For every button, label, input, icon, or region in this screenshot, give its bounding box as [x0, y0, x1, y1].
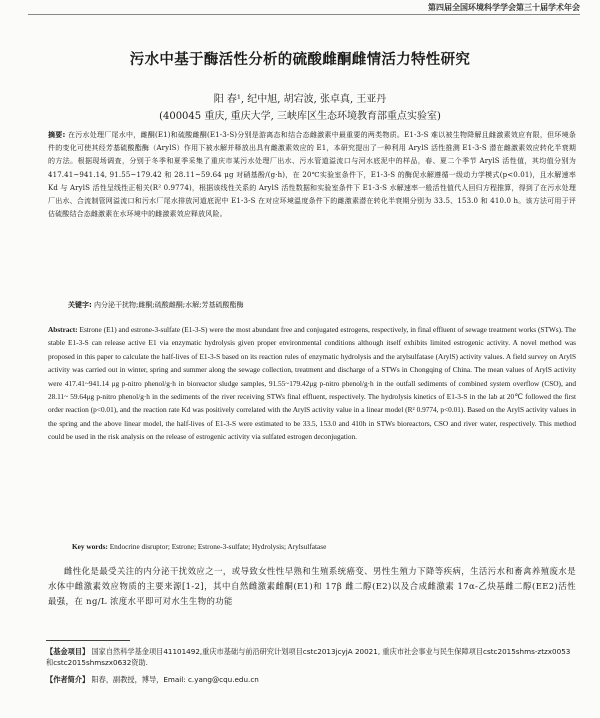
affiliation: (400045 重庆, 重庆大学, 三峡库区生态环境教育部重点实验室): [159, 111, 441, 122]
chinese-abstract-text: 在污水处理厂尾水中，雌酮(E1)和硫酸雌酮(E1-3-S)分别是游离态和结合态雌激素中最重要的两类物质。E1-3-S 难以被生物降解且雌激素效应有限，但环境条件的变化可使其经芳基硫酸酯酶（ArylS）作用下被水解并释放出具有雌激素效应的 E1，本研究提出了一种利用 ArylS 活性推测 E1-3-S 潜在雌激素效应转化半衰期的方法。根据现场调查，分别于冬季和夏季采集了重庆市某污水处理厂出水、污水管道溢流口与河水底泥中的样品，春、夏二个季节 ArylS 活性值，其均值分别为 417.41~941.14, 91.55~179.42 和 28.11~59.64 μg 对硝基酚/(g·h)，在 20℃实验室条件下，E1-3-S 的酶促水解遵循一级动力学模式(p<0.01)，且水解速率 Kd 与 ArylS 活性呈线性正相关(R² 0.9774)，根据该线性关系的 ArylS 活性数据和实验室条件下 E1-3-S 水解速率一般活性值代人回归方程推算，得到了在污水处理厂出水、合流制管网溢流口和污水厂尾水排放河道底泥中 E1-3-S 在对应环境温度条件下的雌激素潜在转化半衰期分别为 33.5、153.0 和 410.0 h。该方法可用于评估硫酸结合态雌激素在水环境中的雌激素效应释放风险。: [48, 131, 576, 219]
funding-footnote: [46, 646, 576, 668]
funding-label: 【基金项目】: [46, 647, 90, 656]
body-paragraph: 雌性化是最受关注的内分泌干扰效应之一，或导致女性性早熟和生殖系统癌变、男性生殖力下降等疾病，生活污水和畜禽养殖废水是水体中雌激素效应物质的主要来源[1-2]，其中自然雌激素雌酮(E1)和 17β 雌二醇(E2)以及合成雌激素 17α-乙炔基雌二醇(EE2)活性最强，在 ng/L 浓度水平即可对水生生物的功能: [48, 566, 576, 606]
chinese-keywords: [68, 300, 243, 310]
chinese-keywords-label: 关键字:: [68, 301, 92, 309]
running-head: 第四届全国环境科学学会第三十届学术年会: [428, 3, 580, 12]
english-keywords: [72, 542, 326, 551]
author-footnote: [46, 674, 576, 685]
chinese-keywords-text: 内分泌干扰物;雌酮;硫酸雌酮;水解;芳基硫酸酯酶: [94, 301, 244, 309]
author-list: 阳 春¹, 纪中旭, 胡宕波, 张卓真, 王亚丹: [213, 94, 387, 105]
english-abstract-label: Abstract:: [48, 325, 78, 334]
english-keywords-label: Key words:: [72, 542, 108, 551]
chinese-abstract-label: 摘要:: [48, 131, 66, 139]
funding-text: 国家自然科学基金项目41101492,重庆市基础与前沿研究计划项目cstc2013jcyjA 20021, 重庆市社会事业与民生保障项目cstc2015shms-ztzx0053和cstc2015shmszx0632资助.: [46, 647, 571, 667]
paper-title: 污水中基于酶活性分析的硫酸雌酮雌情活力特性研究: [129, 52, 471, 68]
english-keywords-text: Endocrine disruptor; Estrone; Estrone-3-sulfate; Hydrolysis; Arylsulfatase: [109, 542, 327, 551]
author-info-text: 阳春，副教授，博导，Email: c.yang@cqu.edu.cn: [91, 675, 259, 684]
chinese-abstract: [48, 129, 576, 221]
author-info-label: 【作者简介】: [46, 675, 90, 684]
english-abstract: [48, 323, 576, 444]
footnote-rule: [46, 640, 130, 641]
english-abstract-text: Estrone (E1) and estrone-3-sulfate (E1-3-S) were the most abundant free and conjugated estrogens, respectively, in final effluent of sewage treatment works (STWs). The stable E1-3-S can release active E1 via enzymatic hydrolysis given proper environmental conditions although itself exhibits limited estrogenic activity. A novel method was proposed in this paper to calculate the half-lives of E1-3-S based on its reaction rules of enzymatic hydrolysis and the arylsulfatase (ArylS) activity values. A field survey on ArylS activity was carried out in winter, spring and summer along the sewage collection, treatment and discharge of a STWs in Chongqing of China. The mean values of ArylS activity were 417.41~941.14 μg p-nitro phenol/g·h in bioreactor sludge samples, 91.55~179.42μg p-nitro phenol/g·h in the outfall sediments of combined system overflow (CSO), and 28.11~ 59.64μg p-nitro phenol/g·h in the sediments of the river receiving STWs final effluent, respectively. The hydrolysis kinetics of E1-3-S in the lab at 20℃ followed the first order reaction (p<0.01), and the reaction rate Kd was positively correlated with the ArylS activity value in a linear model (R² 0.9774, p<0.01). Based on the ArylS activity values in the spring and the above linear model, the half-lives of E1-3-S were estimated to be 33.5, 153.0 and 410h in STWs bioreactors, CSO and river water, respectively. This method could be used in the risk analysis on the release of estrogenic activity via sulfated estrogen deconjugation.: [48, 325, 576, 442]
header-rule: [28, 14, 580, 15]
